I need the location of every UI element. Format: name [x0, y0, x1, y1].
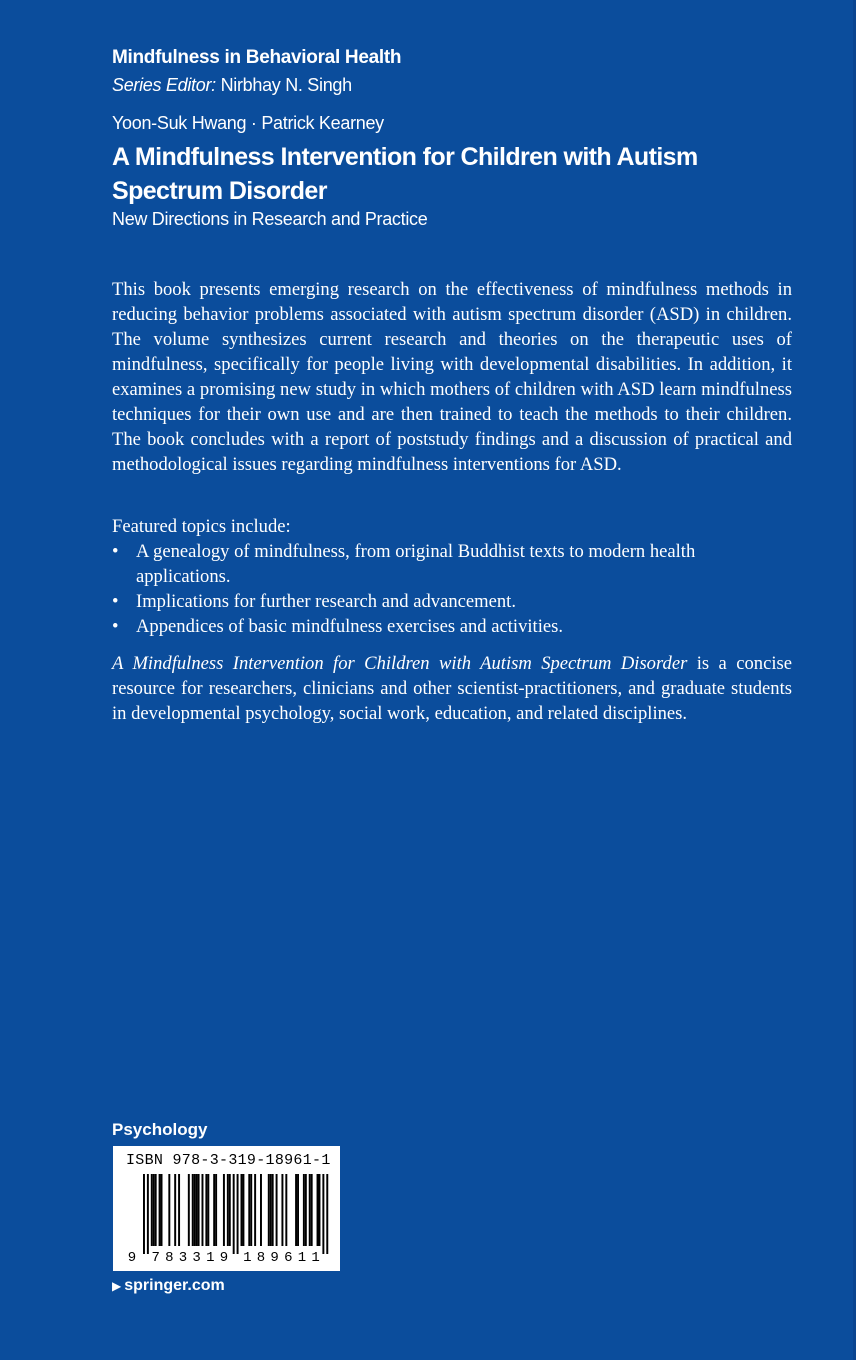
- barcode-bar: [161, 1174, 163, 1246]
- barcode-bar: [213, 1174, 215, 1246]
- barcode-bar: [276, 1174, 278, 1246]
- bullet-icon: •: [112, 616, 119, 637]
- website-text: springer.com: [124, 1277, 225, 1294]
- barcode-bar: [242, 1174, 244, 1246]
- series-title: Mindfulness in Behavioral Health: [112, 47, 402, 68]
- barcode-bar: [227, 1174, 229, 1246]
- closing-text: is a concise resource for researchers, clinicians and other scientist-practitioners, and graduate students in developmental psychology, social work, education, and related disciplines.: [112, 653, 792, 724]
- barcode-digit: 9: [219, 1250, 229, 1266]
- barcode-bar: [326, 1174, 328, 1254]
- barcode-bar: [196, 1174, 198, 1246]
- featured-topics-heading: Featured topics include:: [112, 516, 291, 537]
- barcode-digit: 8: [165, 1250, 174, 1266]
- barcode-bar: [254, 1174, 256, 1246]
- barcode-digit: 7: [151, 1250, 160, 1266]
- description-text: This book presents emerging research on the effectiveness of mindfulness methods in reducing behavior problems associated with autism spectrum disorder (ASD) in children. The volume synthesizes current research and theories on the therapeutic uses of mindfulness, specifically for people living with developmental disabilities. In addition, it examines a promising new study in which mothers of children with ASD learn mindfulness techniques for their own use and are then trained to teach the methods to their children. The book concludes with a report of poststudy findings and a discussion of practical and methodological issues regarding mindfulness interventions for ASD.: [112, 279, 792, 475]
- bullet-icon: •: [112, 541, 119, 562]
- barcode-bar: [143, 1174, 145, 1254]
- series-editor-name: Nirbhay N. Singh: [220, 75, 352, 95]
- barcode-bar: [159, 1174, 161, 1246]
- closing-paragraph: [112, 651, 792, 726]
- barcode-digit: 1: [311, 1250, 320, 1266]
- barcode-bar: [223, 1174, 225, 1246]
- barcode-bar: [155, 1174, 157, 1246]
- featured-topics-list: [112, 539, 792, 639]
- barcode-bar: [178, 1174, 180, 1246]
- barcode-bar: [205, 1174, 207, 1246]
- barcode-bar: [309, 1174, 311, 1246]
- barcode-bar: [194, 1174, 196, 1246]
- isbn-barcode: [113, 1146, 340, 1271]
- barcode-bar: [285, 1174, 287, 1246]
- book-subtitle: New Directions in Research and Practice: [112, 209, 428, 229]
- barcode-bar: [188, 1174, 190, 1246]
- barcode-bar: [147, 1174, 149, 1254]
- barcode-digit: 3: [192, 1250, 201, 1266]
- series-editor-label: Series Editor:: [112, 75, 216, 95]
- barcode-digit: 1: [243, 1250, 252, 1266]
- topic-text: Implications for further research and advancement.: [136, 591, 516, 612]
- book-title: A Mindfulness Intervention for Children with Autism Spectrum Disorder: [112, 143, 698, 205]
- topic-text: Appendices of basic mindfulness exercises and activities.: [136, 616, 564, 637]
- barcode-bar: [168, 1174, 170, 1246]
- barcode-bar: [192, 1174, 194, 1246]
- barcode-bar: [295, 1174, 297, 1246]
- barcode-bar: [270, 1174, 272, 1246]
- barcode-bar: [268, 1174, 270, 1246]
- barcode-digit: 1: [206, 1250, 215, 1266]
- barcode-bar: [260, 1174, 262, 1246]
- list-item: [112, 539, 792, 589]
- barcode-bar: [303, 1174, 305, 1246]
- barcode-bar: [229, 1174, 231, 1246]
- barcode-bar: [272, 1174, 274, 1246]
- play-arrow-icon: ▶: [112, 1279, 122, 1293]
- barcode-bar: [237, 1174, 239, 1254]
- barcode-digit: 1: [297, 1250, 307, 1266]
- barcode-bar: [250, 1174, 252, 1246]
- isbn-label: ISBN 978-3-319-18961-1: [126, 1152, 331, 1169]
- barcode-bar: [202, 1174, 204, 1246]
- barcode-bar: [305, 1174, 307, 1246]
- list-item: [112, 614, 792, 639]
- barcode-bar: [153, 1174, 155, 1246]
- barcode-bar: [317, 1174, 319, 1246]
- barcode-bar: [174, 1174, 176, 1246]
- barcode-bar: [151, 1174, 153, 1246]
- barcode-bar: [248, 1174, 250, 1246]
- closing-book-title: A Mindfulness Intervention for Children with Autism Spectrum Disorder: [112, 653, 688, 674]
- barcode-digit: 8: [256, 1250, 266, 1266]
- barcode-bar: [198, 1174, 200, 1246]
- barcode-digit: 9: [270, 1250, 279, 1266]
- website-link[interactable]: [112, 1277, 225, 1295]
- book-authors: Yoon-Suk Hwang · Patrick Kearney: [112, 113, 384, 133]
- barcode-digit: 6: [284, 1250, 293, 1266]
- category-label: Psychology: [112, 1120, 208, 1139]
- barcode-bar: [207, 1174, 209, 1246]
- barcode-bar: [215, 1174, 217, 1246]
- bullet-icon: •: [112, 591, 119, 612]
- barcode-bar: [319, 1174, 321, 1246]
- barcode-digit: 9: [127, 1250, 137, 1266]
- topic-text: A genealogy of mindfulness, from original Buddhist texts to modern health applications.: [136, 541, 696, 587]
- description-paragraph: [112, 277, 792, 477]
- barcode-digit: 3: [178, 1250, 188, 1266]
- barcode-bar: [281, 1174, 283, 1246]
- series-editor: [112, 75, 352, 96]
- barcode-bar: [241, 1174, 243, 1246]
- barcode-bar: [233, 1174, 235, 1254]
- barcode-bar: [297, 1174, 299, 1246]
- list-item: [112, 589, 792, 614]
- barcode-bar: [322, 1174, 324, 1254]
- barcode-bar: [311, 1174, 313, 1246]
